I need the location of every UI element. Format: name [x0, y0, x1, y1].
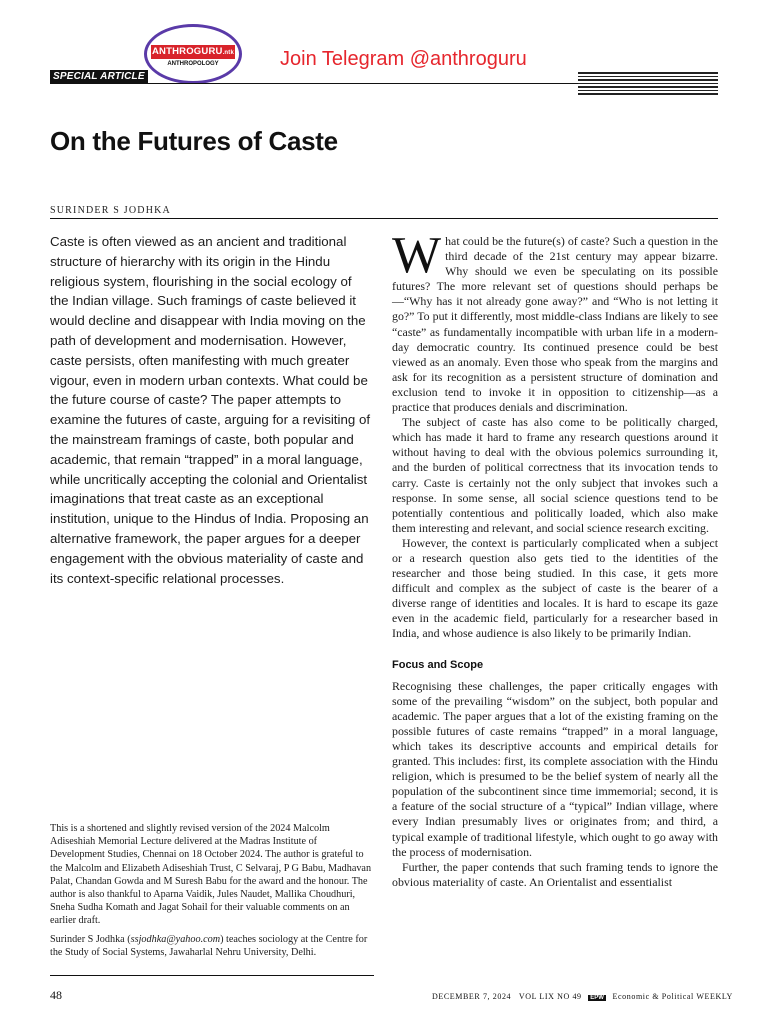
footnote-divider: [50, 975, 374, 976]
paragraph-5: Further, the paper contends that such framing tends to ignore the obvious materiality of caste. An Orientalist and essentialist: [392, 859, 718, 889]
page-number: 48: [50, 988, 62, 1002]
decorative-stripes: [578, 72, 718, 100]
drop-cap: W: [392, 227, 442, 284]
acknowledgement-note: This is a shortened and slightly revised version of the 2024 Malcolm Adiseshiah Memorial Lecture delivered at the Madras Institute of Development Studies, Chennai on 18 October 2024. The author is grateful to the Malcolm and Elizabeth Adiseshiah Trust, C Selvaraj, P G Babu, Madhavan Palat, Chandan Gowda and M Suresh Babu for the award and the honour. The author is also thankful to Aparna Vaidik, Jules Naudet, Mallika Choudhuri, Sneha Sudha Komath and Jagat Sohail for their valuable comments on an earlier draft.: [50, 823, 372, 927]
paragraph-4: Recognising these challenges, the paper critically engages with some of the prevailing “wisdom” on the subject, both popular and academic. The paper argues that a lot of the existing framing on the possible futures of caste remains “trapped” in a moral language, which takes its descriptive accounts and empirical details for granted. This includes: first, its complete association with the Hindu religion, which is presumed to be the belief system of nearly all the population of the subcontinent since time immemorial; second, it is a feature of the social structure of a “typical” Indian village, where every Indian presumably lives or originates from; and third, a typical example of traditional lifestyle, which ought to go away with the process of modernisation.: [392, 678, 718, 859]
paragraph-2: The subject of caste has also come to be politically charged, which has made it hard to frame any research questions around it without having to deal with the obvious polemics surrounding it, and the burden of political correctness that its invocation tends to carry. Caste is certainly not the only subject that invokes such a response. In some sense, all social science questions tend to be potentially contentious and politically loaded, which also make them interesting and relevant, and social science research exciting.: [392, 415, 718, 535]
paragraph-3: However, the context is particularly complicated when a subject or a research question also gets tied to the identities of the researcher and those being studied. In this case, it gets more difficult and complex as the subject of caste is the bearer of a diverse range of identities and locales. It is hard to escape its gaze even in the academic field, particularly for a researcher based in India, and whose audience is also likely to be primarily Indian.: [392, 535, 718, 641]
issue-date: DECEMBER 7, 2024: [432, 992, 512, 1001]
section-label: SPECIAL ARTICLE: [50, 70, 148, 83]
epw-logo: EPW: [590, 995, 604, 1001]
section-heading: Focus and Scope: [392, 658, 484, 671]
logo-subtitle: ANTHROPOLOGY: [167, 61, 219, 67]
telegram-watermark: Join Telegram @anthroguru: [280, 48, 527, 70]
author-email[interactable]: ssjodhka@yahoo.com: [130, 934, 221, 945]
author-name: SURINDER S JODHKA: [50, 205, 171, 216]
issue-volume: VOL LIX NO 49: [518, 992, 582, 1001]
article-title: On the Futures of Caste: [50, 126, 338, 156]
body-text: [392, 227, 718, 890]
journal-name: Economic & Political WEEKLY: [612, 992, 733, 1001]
paragraph-1: What could be the future(s) of caste? Such a question in the third decade of the 21st century may appear bizarre. Why should we even be speculating on its possible futures? The more relevant set of questions should perhaps be—“Why has it not already gone away?” and “Who is not letting it go?” To put it differently, most middle-class Indians are likely to see “caste” as fundamentally incompatible with urban life in a modern-day democratic country. Its continued presence could be best viewed as an anomaly. Even those who speak from the margins and ask for its recognition as a persistent structure of domination and exclusion tend to invoke it in opposition to citizenship—as a practice that produces denials and discrimination.: [392, 227, 718, 415]
logo-text: ANTHROGURU.ntk: [151, 46, 235, 57]
author-bio: Surinder S Jodhka (ssjodhka@yahoo.com) teaches sociology at the Centre for the Study of Social Systems, Jawaharlal Nehru University, Delhi.: [50, 934, 368, 959]
abstract: Caste is often viewed as an ancient and traditional structure of hierarchy with its origin in the Hindu religious system, flourishing in the social ecology of the Indian village. Such framings of caste believed it would decline and disappear with India moving on the path of development and modernisation. However, caste persists, often manifesting with much greater vigour, even in modern urban contexts. What could be the future course of caste? The paper attempts to examine the futures of caste, arguing for a revisiting of the mainstream framings of caste, both popular and academic, that remain “trapped” in a moral language, while uncritically accepting the colonial and Orientalist imaginations that treat caste as an exceptional institution, unique to the Hindus of India. Proposing an alternative framework, the paper argues for a deeper engagement with the obvious materiality of caste and its context-specific relational processes.: [50, 234, 371, 586]
anthroguru-logo: [144, 24, 242, 84]
journal-footer: [432, 992, 733, 1001]
author-divider: [50, 218, 718, 219]
